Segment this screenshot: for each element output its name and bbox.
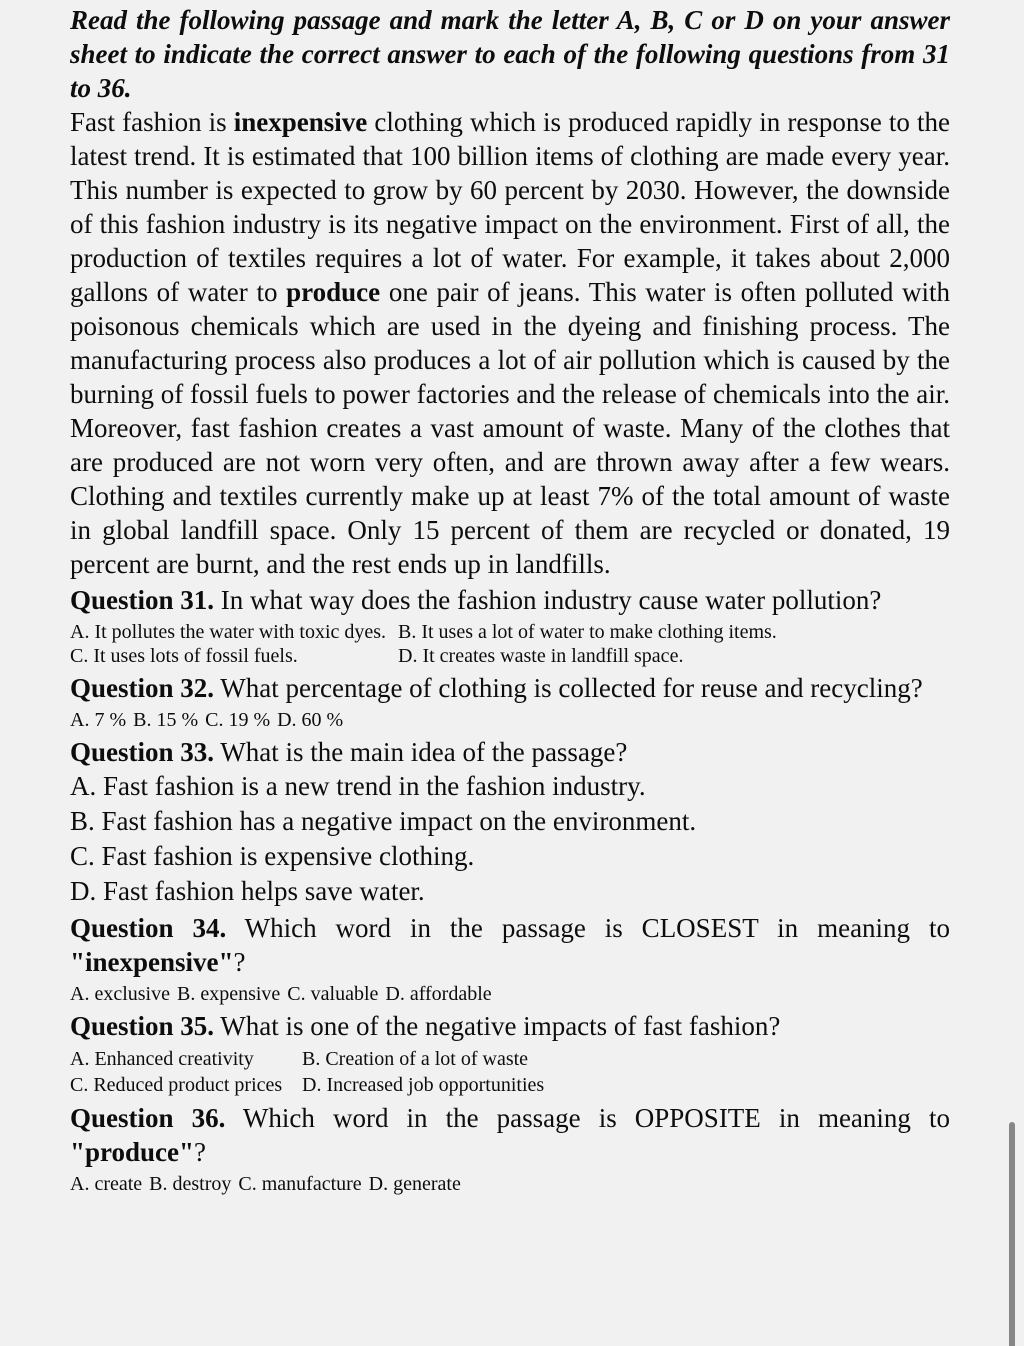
option-a: A. exclusive: [70, 983, 170, 1005]
question-33-options: [70, 769, 950, 909]
option-d: D. generate: [368, 1173, 461, 1195]
passage-text-1: Fast fashion is: [70, 107, 234, 137]
question-31-options-row-2: [70, 644, 950, 668]
question-35-label: Question 35.: [70, 1011, 215, 1041]
question-35: [70, 1009, 950, 1043]
option-b: B. destroy: [149, 1173, 232, 1195]
question-36-text-after: ?: [194, 1137, 206, 1167]
option-c: C. valuable: [287, 983, 379, 1005]
option-b: B. Creation of a lot of waste: [302, 1048, 529, 1070]
question-33-label: Question 33.: [70, 737, 215, 767]
passage: [70, 105, 950, 581]
option-c: C. manufacture: [238, 1173, 362, 1195]
question-35-text: What is one of the negative impacts of fast fashion?: [214, 1011, 781, 1041]
option-c: C. Fast fashion is expensive clothing.: [70, 841, 475, 871]
instructions-text: Read the following passage and mark the letter A, B, C or D on your answer sheet to indicate the correct answer to each of the following questions from 31 to 36.: [70, 5, 950, 103]
option-c: C. It uses lots of fossil fuels.: [70, 645, 298, 667]
question-36-text: Which word in the passage is OPPOSITE in meaning to: [225, 1103, 950, 1133]
option-d: D. It creates waste in landfill space.: [398, 645, 684, 667]
option-a: A. It pollutes the water with toxic dyes.: [70, 621, 387, 643]
question-31-text: In what way does the fashion industry cause water pollution?: [214, 585, 882, 615]
option-d: D. Increased job opportunities: [302, 1074, 545, 1096]
option-a: A. Fast fashion is a new trend in the fashion industry.: [70, 771, 646, 801]
question-34-text-after: ?: [233, 947, 246, 977]
question-32-label: Question 32.: [70, 673, 215, 703]
option-b: B. It uses a lot of water to make clothing items.: [398, 621, 777, 643]
option-c: C. Reduced product prices: [70, 1074, 283, 1096]
question-35-options: [70, 1046, 950, 1098]
question-31-options: [70, 620, 950, 668]
option-a: A. create: [70, 1173, 143, 1195]
question-32-text: What percentage of clothing is collected for reuse and recycling?: [214, 673, 923, 703]
question-36-label: Question 36.: [70, 1103, 226, 1133]
question-31-label: Question 31.: [70, 585, 215, 615]
question-31: [70, 583, 950, 617]
option-c: C. 19 %: [205, 709, 271, 731]
question-32-options: [70, 708, 950, 732]
question-34-options: [70, 982, 950, 1006]
option-d: D. Fast fashion helps save water.: [70, 876, 425, 906]
passage-text-2: clothing which is produced rapidly in response to the latest trend. It is estimated that 100 billion items of clothing are made every year. This number is expected to grow by 60 percent by 2030. However, the downside of this fashion industry is its negative impact on the environment. First of all, the production of textiles requires a lot of water. For example, it takes about 2,000 gallons of water to: [70, 107, 950, 307]
question-31-options-row-1: [70, 620, 950, 644]
question-33: [70, 735, 950, 769]
option-d: D. 60 %: [277, 709, 344, 731]
question-35-options-row-1: [70, 1046, 950, 1072]
question-34-bold-word: "inexpensive": [70, 947, 234, 977]
option-b: B. Fast fashion has a negative impact on the environment.: [70, 806, 697, 836]
option-b: B. 15 %: [133, 709, 199, 731]
option-a: A. Enhanced creativity: [70, 1048, 254, 1070]
question-33-text: What is the main idea of the passage?: [214, 737, 628, 767]
question-35-options-row-2: [70, 1072, 950, 1098]
question-34-label: Question 34.: [70, 913, 227, 943]
question-34: [70, 911, 950, 979]
scrollbar-thumb[interactable]: [1009, 1122, 1015, 1346]
option-d: D. affordable: [385, 983, 492, 1005]
passage-text-3: one pair of jeans. This water is often polluted with poisonous chemicals which are used in the dyeing and finishing process. The manufacturing process also produces a lot of air pollution which is caused by the burning of fossil fuels to power factories and the release of chemicals into the air. Moreover, fast fashion creates a vast amount of waste. Many of the clothes that are produced are not worn very often, and are thrown away after a few wears. Clothing and textiles currently make up at least 7% of the total amount of waste in global landfill space. Only 15 percent of them are recycled or donated, 19 percent are burnt, and the rest ends up in landfills.: [70, 277, 950, 579]
passage-bold-inexpensive: inexpensive: [233, 107, 368, 137]
question-36-bold-word: "produce": [70, 1137, 194, 1167]
question-32: [70, 671, 950, 705]
question-36-options: [70, 1172, 950, 1196]
question-36: [70, 1101, 950, 1169]
passage-bold-produce: produce: [286, 277, 381, 307]
option-b: B. expensive: [176, 983, 281, 1005]
option-a: A. 7 %: [70, 709, 127, 731]
question-34-text: Which word in the passage is CLOSEST in meaning to: [226, 913, 950, 943]
instructions: [70, 3, 950, 105]
